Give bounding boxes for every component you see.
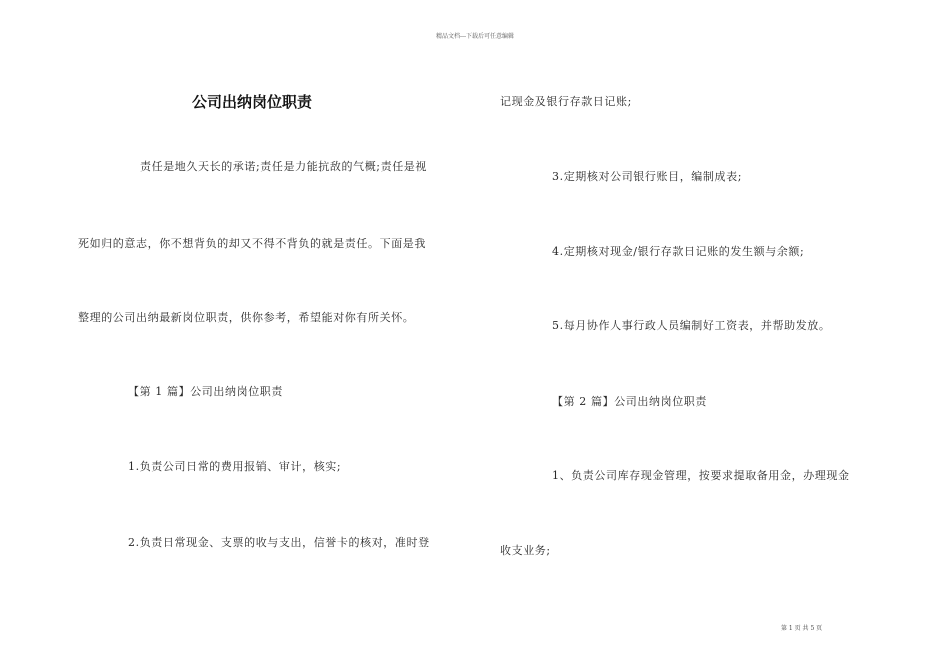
right-item-6: 1、负责公司库存现金管理，按要求提取备用金，办理现金 (552, 469, 850, 482)
page-number: 第 1 页 共 5 页 (781, 625, 823, 632)
page-header: 精品文档---下载后可任意编辑 (435, 33, 515, 40)
left-paragraph-line-3: 整理的公司出纳最新岗位职责，供你参考，希望能对你有所关怀。 (78, 311, 415, 324)
right-item-6-continuation: 收支业务; (500, 544, 551, 557)
left-item-1: 1.负责公司日常的费用报销、审计，核实; (128, 460, 342, 473)
document-title: 公司出纳岗位职责 (192, 93, 313, 111)
left-paragraph-line-2: 死如归的意志，你不想背负的却又不得不背负的就是责任。下面是我 (78, 237, 426, 250)
right-item-4: 4.定期核对现金/银行存款日记账的发生额与余额; (552, 245, 805, 258)
left-item-2: 2.负责日常现金、支票的收与支出，信誉卡的核对，准时登 (128, 536, 430, 549)
left-paragraph-line-1: 责任是地久天长的承诺;责任是力能抗敌的气概;责任是视 (140, 160, 428, 173)
section-heading-1: 【第 1 篇】公司出纳岗位职责 (128, 385, 283, 398)
right-item-5: 5.每月协作人事行政人员编制好工资表，并帮助发放。 (552, 319, 831, 332)
section-heading-2: 【第 2 篇】公司出纳岗位职责 (552, 395, 707, 408)
right-continuation-line: 记现金及银行存款日记账; (500, 95, 632, 108)
right-item-3: 3.定期核对公司银行账目，编制成表; (552, 170, 742, 183)
